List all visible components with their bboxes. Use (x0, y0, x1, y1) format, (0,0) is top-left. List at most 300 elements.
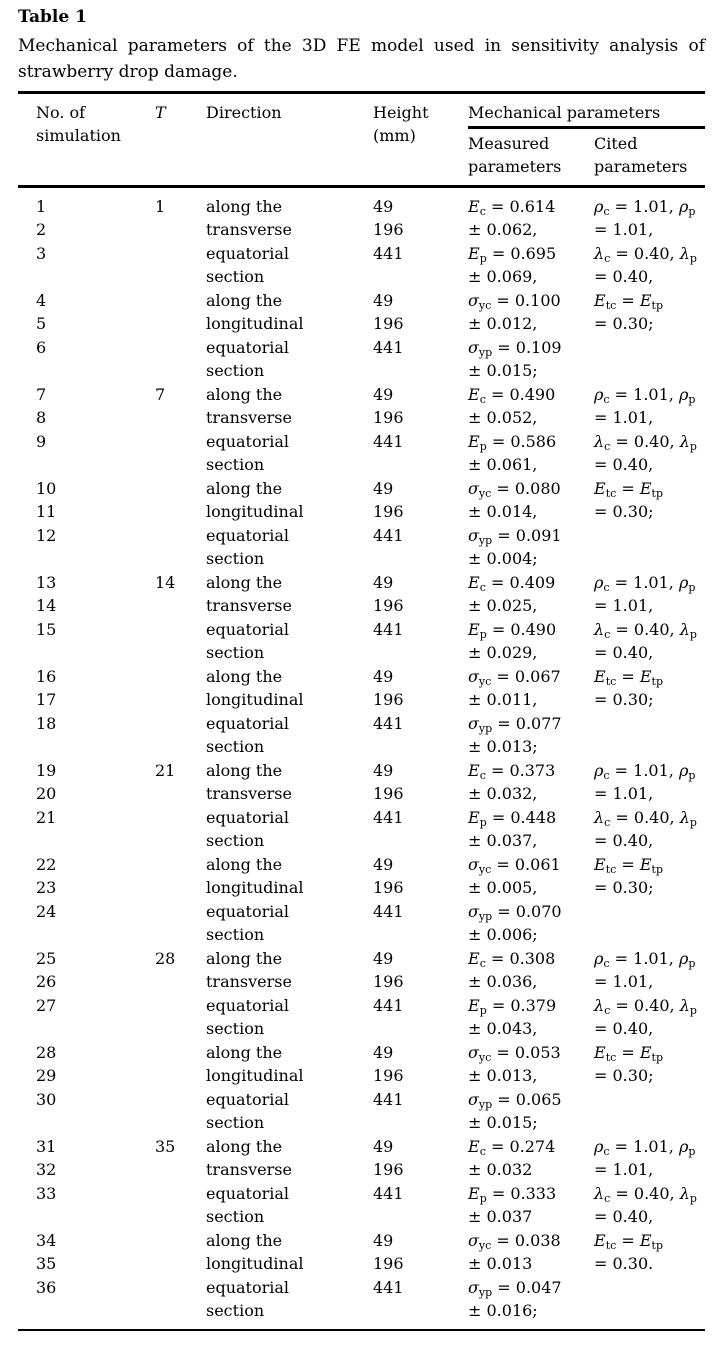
cell-line: 7 (36, 384, 47, 404)
cell-line (373, 1205, 468, 1229)
cell-line: ± 0.025, (468, 596, 538, 615)
cell-line (155, 1252, 206, 1276)
cell-line: $\rho_c = 1.01$, $\rho_p$ (594, 760, 696, 782)
cell-line (155, 524, 206, 548)
cell-line: 441 (373, 243, 404, 263)
cell-line (155, 218, 206, 242)
cell-line: $E_c = 0.308$ (468, 948, 556, 970)
cell-line (155, 806, 206, 830)
col-direction (206, 947, 373, 1135)
cell-line: longitudinal (206, 1254, 304, 1273)
cell-line: 441 (373, 619, 404, 639)
cell-line: 8 (36, 408, 47, 427)
cell-line: section (206, 831, 265, 850)
cell-line (155, 453, 206, 477)
cell-line: $E_c = 0.274$ (468, 1136, 556, 1158)
cell-line (594, 547, 705, 571)
cell-line (155, 359, 206, 383)
cell-line: = 1.01, (594, 784, 654, 803)
header-mechanical-parameters-group (468, 101, 705, 179)
cell-line: 196 (373, 784, 404, 803)
cell-line: 23 (36, 878, 57, 897)
cell-line (155, 923, 206, 947)
cell-line: $E_c = 0.614$ (468, 196, 556, 218)
cell-line: ± 0.005, (468, 878, 538, 897)
cell-line: 25 (36, 948, 57, 968)
cell-line: 28 (155, 948, 176, 968)
cell-line: 196 (373, 1254, 404, 1273)
header-line: Cited (594, 133, 638, 153)
col-height (373, 1135, 468, 1323)
cell-line: $E_{tc} = E_{tp}$ (594, 290, 664, 312)
cell-line (594, 1299, 705, 1323)
cell-line: 10 (36, 478, 57, 498)
col-direction (206, 383, 373, 571)
cell-line (155, 618, 206, 642)
cell-line: 20 (36, 784, 57, 803)
header-measured-parameters (468, 132, 594, 179)
header-mechanical-parameters: Mechanical parameters (468, 102, 661, 122)
cell-line (155, 312, 206, 336)
cell-line: $\rho_c = 1.01$, $\rho_p$ (594, 1136, 696, 1158)
cell-line: 49 (373, 572, 394, 592)
cell-line: = 1.01, (594, 220, 654, 239)
cell-line: along the (206, 478, 283, 498)
table-label: Table 1 (18, 7, 87, 27)
cell-line: section (206, 361, 265, 380)
cell-line: = 0.30; (594, 502, 654, 521)
cell-line: 49 (373, 196, 394, 216)
header-direction (206, 101, 373, 179)
cell-line: $\sigma_{yp} = 0.091$ (468, 525, 562, 547)
cell-line: 49 (373, 384, 394, 404)
cell-line (36, 829, 155, 853)
cell-line: section (206, 737, 265, 756)
cell-line: 32 (36, 1160, 57, 1179)
col-cited (594, 195, 705, 383)
cell-line: 49 (373, 854, 394, 874)
cell-line: ± 0.013, (468, 1066, 538, 1085)
cell-line (155, 1111, 206, 1135)
cell-line: equatorial (206, 525, 290, 545)
cell-line: ± 0.036, (468, 972, 538, 991)
cell-line: $E_p = 0.490$ (468, 619, 557, 641)
cell-line: longitudinal (206, 878, 304, 897)
table-bottom-rule (18, 1329, 705, 1332)
cell-line (155, 430, 206, 454)
cell-line (155, 688, 206, 712)
cell-line: 441 (373, 525, 404, 545)
header-cited-parameters (594, 132, 705, 179)
cell-line: 28 (36, 1042, 57, 1062)
cell-line: $\lambda_c = 0.40$, $\lambda_p$ (594, 619, 697, 641)
cell-line (155, 735, 206, 759)
cell-line (373, 641, 468, 665)
cell-line: along the (206, 196, 283, 216)
cell-line: ± 0.069, (468, 267, 538, 286)
cell-line: $E_{tc} = E_{tp}$ (594, 666, 664, 688)
header-line: T (155, 102, 166, 122)
cell-line: 441 (373, 1277, 404, 1297)
cell-line: 196 (373, 314, 404, 333)
cell-line (36, 453, 155, 477)
cell-line: $E_{tc} = E_{tp}$ (594, 1230, 664, 1252)
cell-line: equatorial (206, 807, 290, 827)
cell-line: along the (206, 384, 283, 404)
cell-line: $\lambda_c = 0.40$, $\lambda_p$ (594, 1183, 697, 1205)
header-line: parameters (594, 157, 688, 176)
cell-line: $E_p = 0.333$ (468, 1183, 557, 1205)
table-caption (18, 33, 705, 85)
cell-line: ± 0.013 (468, 1254, 533, 1273)
col-height (373, 571, 468, 759)
cell-line: 441 (373, 1183, 404, 1203)
cell-line: = 0.40, (594, 455, 654, 474)
cell-line: along the (206, 760, 283, 780)
cell-line: transverse (206, 408, 292, 427)
cell-line: $\rho_c = 1.01$, $\rho_p$ (594, 384, 696, 406)
cell-line (36, 1017, 155, 1041)
cell-line (155, 853, 206, 877)
cell-line: transverse (206, 1160, 292, 1179)
cell-line: 441 (373, 995, 404, 1015)
cell-line: = 0.40, (594, 1207, 654, 1226)
cell-line: 29 (36, 1066, 57, 1085)
header-height (373, 101, 468, 179)
cell-line (155, 336, 206, 360)
cell-line: 196 (373, 690, 404, 709)
cell-line (155, 876, 206, 900)
cell-line: = 0.40, (594, 831, 654, 850)
cell-line (36, 1205, 155, 1229)
cell-line: 34 (36, 1230, 57, 1250)
header-line: Direction (206, 102, 282, 122)
cell-line: 49 (373, 1136, 394, 1156)
cell-line (594, 336, 705, 360)
col-simulation-number (18, 1135, 155, 1323)
cell-line: $\lambda_c = 0.40$, $\lambda_p$ (594, 243, 697, 265)
cell-line (373, 1017, 468, 1041)
cell-line: 24 (36, 901, 57, 921)
cell-line (155, 782, 206, 806)
cell-line (155, 406, 206, 430)
cell-line: 11 (36, 502, 57, 521)
cell-line: along the (206, 572, 283, 592)
cell-line: $\lambda_c = 0.40$, $\lambda_p$ (594, 807, 697, 829)
cell-line: ± 0.037 (468, 1207, 533, 1226)
cell-line: ± 0.037, (468, 831, 538, 850)
col-height (373, 947, 468, 1135)
cell-line (155, 641, 206, 665)
cell-line: 49 (373, 1042, 394, 1062)
col-direction (206, 195, 373, 383)
cell-line: $\sigma_{yc} = 0.053$ (468, 1042, 561, 1064)
col-t (155, 383, 206, 571)
col-height (373, 383, 468, 571)
cell-line: 441 (373, 1089, 404, 1109)
cell-line (373, 1111, 468, 1135)
cell-line (373, 1299, 468, 1323)
col-cited (594, 759, 705, 947)
col-simulation-number (18, 759, 155, 947)
cell-line: equatorial (206, 431, 290, 451)
cell-line: section (206, 1301, 265, 1320)
col-t (155, 1135, 206, 1323)
cell-line: 7 (155, 384, 166, 404)
cell-line: 196 (373, 502, 404, 521)
table-block (18, 1135, 705, 1323)
cell-line (594, 524, 705, 548)
cell-line: 441 (373, 901, 404, 921)
cell-line (155, 1299, 206, 1323)
cell-line (373, 265, 468, 289)
cell-line: longitudinal (206, 1066, 304, 1085)
cell-line: 441 (373, 713, 404, 733)
col-t (155, 759, 206, 947)
col-direction (206, 571, 373, 759)
header-t (155, 101, 206, 179)
cell-line: = 0.40, (594, 267, 654, 286)
cell-line (373, 923, 468, 947)
cell-line: 441 (373, 431, 404, 451)
cell-line (155, 477, 206, 501)
col-direction (206, 759, 373, 947)
cell-line: $\sigma_{yp} = 0.070$ (468, 901, 562, 923)
cell-line: ± 0.061, (468, 455, 538, 474)
cell-line: $\rho_c = 1.01$, $\rho_p$ (594, 196, 696, 218)
header-sub-rule (468, 126, 705, 129)
col-simulation-number (18, 947, 155, 1135)
col-cited (594, 1135, 705, 1323)
cell-line: along the (206, 290, 283, 310)
cell-line (155, 1064, 206, 1088)
cell-line: $\sigma_{yc} = 0.038$ (468, 1230, 561, 1252)
col-simulation-number (18, 571, 155, 759)
table-block (18, 383, 705, 571)
cell-line (155, 1041, 206, 1065)
cell-line: section (206, 267, 265, 286)
cell-line: 12 (36, 525, 57, 545)
cell-line (36, 1299, 155, 1323)
cell-line: transverse (206, 596, 292, 615)
cell-line: 35 (36, 1254, 57, 1273)
table-body (18, 188, 705, 1323)
cell-line: ± 0.016; (468, 1301, 538, 1320)
table-block (18, 195, 705, 383)
cell-line (155, 970, 206, 994)
cell-line: section (206, 1207, 265, 1226)
cell-line (36, 547, 155, 571)
cell-line: 13 (36, 572, 57, 592)
cell-line (155, 594, 206, 618)
cell-line: 27 (36, 995, 57, 1015)
cell-line: equatorial (206, 1183, 290, 1203)
caption-line: Mechanical parameters of the 3D FE model used in sensitivity analysis of (18, 36, 705, 56)
cell-line (36, 265, 155, 289)
cell-line: equatorial (206, 337, 290, 357)
cell-line (373, 829, 468, 853)
cell-line: $E_p = 0.695$ (468, 243, 557, 265)
cell-line (155, 1158, 206, 1182)
header-line: parameters (468, 157, 562, 176)
cell-line: $\sigma_{yc} = 0.067$ (468, 666, 561, 688)
col-simulation-number (18, 195, 155, 383)
cell-line: equatorial (206, 995, 290, 1015)
cell-line (155, 265, 206, 289)
col-measured (468, 1135, 594, 1323)
cell-line: ± 0.011, (468, 690, 538, 709)
cell-line (36, 359, 155, 383)
cell-line: 49 (373, 290, 394, 310)
cell-line: $E_c = 0.409$ (468, 572, 556, 594)
col-simulation-number (18, 383, 155, 571)
cell-line (594, 1276, 705, 1300)
cell-line: $E_{tc} = E_{tp}$ (594, 854, 664, 876)
cell-line: 1 (155, 196, 166, 216)
cell-line: ± 0.006; (468, 925, 538, 944)
col-t (155, 947, 206, 1135)
cell-line: section (206, 925, 265, 944)
cell-line: 49 (373, 948, 394, 968)
cell-line: along the (206, 1230, 283, 1250)
cell-line: 16 (36, 666, 57, 686)
cell-line: 18 (36, 713, 57, 733)
cell-line: 49 (373, 760, 394, 780)
cell-line: $\rho_c = 1.01$, $\rho_p$ (594, 572, 696, 594)
cell-line (155, 712, 206, 736)
cell-line (373, 453, 468, 477)
cell-line: 1 (36, 196, 47, 216)
cell-line: equatorial (206, 1089, 290, 1109)
cell-line: 196 (373, 972, 404, 991)
header-line: No. of (36, 102, 86, 122)
cell-line: ± 0.004; (468, 549, 538, 568)
cell-line: 196 (373, 1160, 404, 1179)
cell-line: 21 (155, 760, 176, 780)
col-measured (468, 195, 594, 383)
cell-line: $\lambda_c = 0.40$, $\lambda_p$ (594, 431, 697, 453)
cell-line: = 0.30; (594, 878, 654, 897)
cell-line: section (206, 1019, 265, 1038)
cell-line: $\sigma_{yp} = 0.077$ (468, 713, 562, 735)
cell-line: transverse (206, 220, 292, 239)
header-sub-columns (468, 132, 705, 179)
cell-line: $\sigma_{yc} = 0.061$ (468, 854, 561, 876)
cell-line: ± 0.015; (468, 1113, 538, 1132)
cell-line (594, 359, 705, 383)
cell-line (36, 735, 155, 759)
cell-line: = 0.30; (594, 690, 654, 709)
cell-line: 49 (373, 1230, 394, 1250)
cell-line: transverse (206, 972, 292, 991)
cell-line: 31 (36, 1136, 57, 1156)
cell-line: 196 (373, 596, 404, 615)
cell-line (594, 1088, 705, 1112)
cell-line: equatorial (206, 243, 290, 263)
cell-line: along the (206, 1042, 283, 1062)
col-height (373, 195, 468, 383)
cell-line (155, 994, 206, 1018)
cell-line: 21 (36, 807, 57, 827)
cell-line (36, 1111, 155, 1135)
cell-line: 4 (36, 290, 47, 310)
cell-line: ± 0.014, (468, 502, 538, 521)
cell-line (155, 900, 206, 924)
cell-line: $E_p = 0.379$ (468, 995, 557, 1017)
cell-line: ± 0.029, (468, 643, 538, 662)
cell-line: 6 (36, 337, 47, 357)
cell-line: 26 (36, 972, 57, 991)
col-measured (468, 571, 594, 759)
cell-line (594, 735, 705, 759)
cell-line: = 1.01, (594, 972, 654, 991)
cell-line: $E_c = 0.373$ (468, 760, 556, 782)
cell-line: ± 0.032 (468, 1160, 533, 1179)
cell-line: $E_{tc} = E_{tp}$ (594, 478, 664, 500)
cell-line: ± 0.032, (468, 784, 538, 803)
caption-line: strawberry drop damage. (18, 62, 238, 82)
cell-line: 196 (373, 1066, 404, 1085)
cell-line: 36 (36, 1277, 57, 1297)
cell-line (155, 500, 206, 524)
cell-line (155, 829, 206, 853)
table-block (18, 571, 705, 759)
cell-line (594, 923, 705, 947)
cell-line: section (206, 549, 265, 568)
cell-line: $\lambda_c = 0.40$, $\lambda_p$ (594, 995, 697, 1017)
table-block (18, 947, 705, 1135)
cell-line: section (206, 643, 265, 662)
header-no-of-simulation (18, 101, 155, 179)
header-line: Measured (468, 133, 550, 153)
cell-line: 35 (155, 1136, 176, 1156)
cell-line: 17 (36, 690, 57, 709)
cell-line (155, 1182, 206, 1206)
cell-line: $\sigma_{yc} = 0.080$ (468, 478, 561, 500)
table-block (18, 759, 705, 947)
cell-line: longitudinal (206, 690, 304, 709)
cell-line: ± 0.013; (468, 737, 538, 756)
cell-line: = 1.01, (594, 596, 654, 615)
cell-line: 441 (373, 807, 404, 827)
cell-line: equatorial (206, 1277, 290, 1297)
cell-line: ± 0.062, (468, 220, 538, 239)
col-measured (468, 947, 594, 1135)
cell-line: 49 (373, 478, 394, 498)
col-direction (206, 1135, 373, 1323)
cell-line: along the (206, 1136, 283, 1156)
cell-line: along the (206, 666, 283, 686)
cell-line (373, 359, 468, 383)
cell-line: along the (206, 948, 283, 968)
col-t (155, 195, 206, 383)
cell-line: transverse (206, 784, 292, 803)
cell-line: ± 0.052, (468, 408, 538, 427)
cell-line: 30 (36, 1089, 57, 1109)
cell-line: equatorial (206, 901, 290, 921)
cell-line (373, 547, 468, 571)
cell-line (594, 900, 705, 924)
cell-line: = 0.40, (594, 643, 654, 662)
cell-line: 15 (36, 619, 57, 639)
cell-line: = 1.01, (594, 408, 654, 427)
col-measured (468, 759, 594, 947)
cell-line: = 0.30; (594, 1066, 654, 1085)
cell-line (155, 289, 206, 313)
cell-line: $\sigma_{yp} = 0.047$ (468, 1277, 562, 1299)
cell-line (155, 1229, 206, 1253)
col-cited (594, 571, 705, 759)
